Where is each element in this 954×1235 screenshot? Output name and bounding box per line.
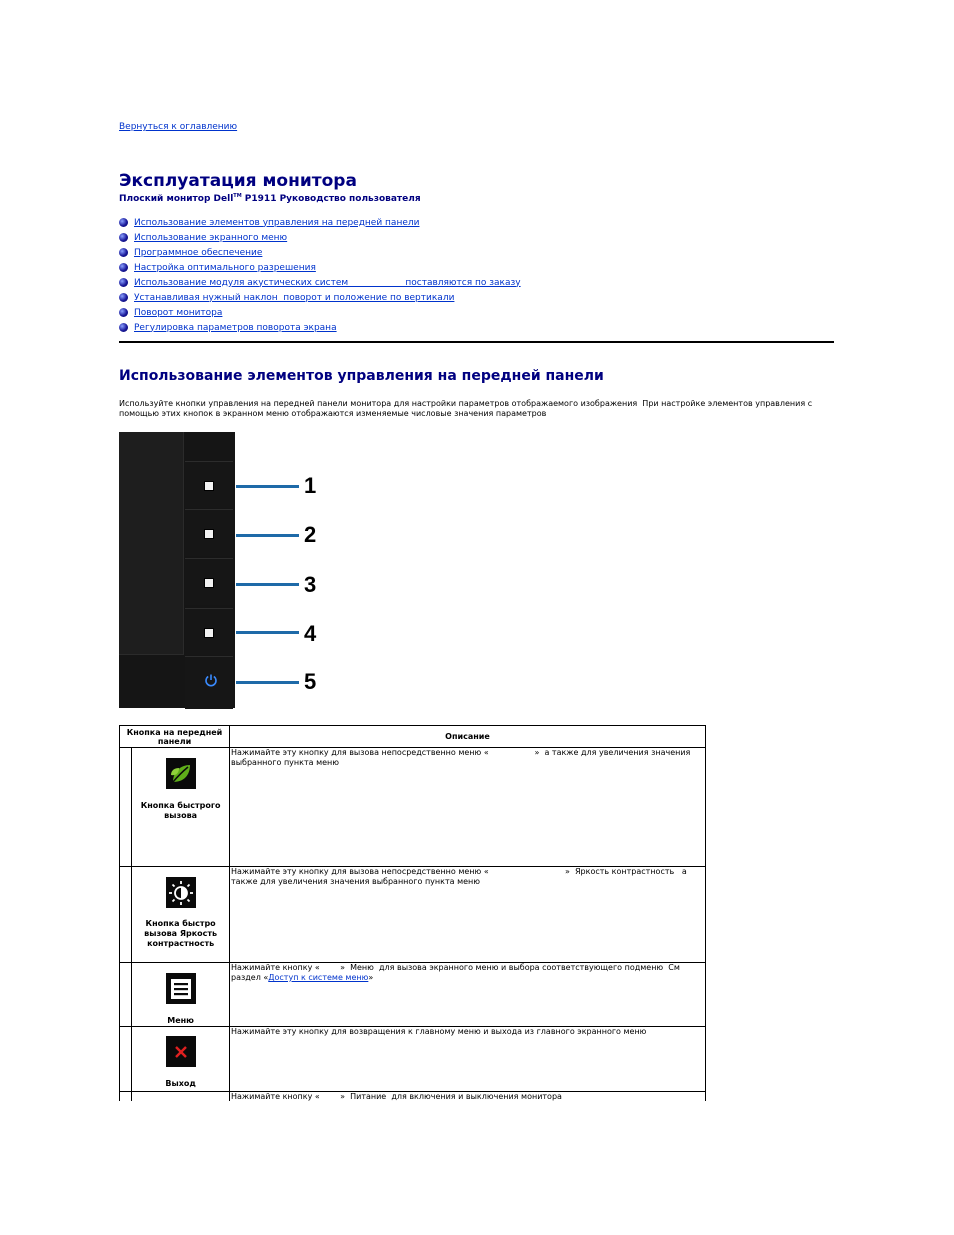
bullet-icon [119, 308, 128, 317]
callout-number-1: 1 [304, 473, 317, 498]
callout-line-4 [236, 631, 299, 634]
description-cell: Нажимайте эту кнопку для возвращения к главному меню и выхода из главного экранного меню [230, 1027, 706, 1092]
trademark-sup: TM [233, 193, 242, 199]
toc-link-osd[interactable]: Использование экранного меню [134, 232, 288, 243]
bullet-icon [119, 218, 128, 227]
column-header-button: Кнопка на передней панели [120, 726, 230, 748]
bullet-icon [119, 263, 128, 272]
icon-cell [132, 1027, 230, 1092]
bullet-icon [119, 323, 128, 332]
bullet-icon [119, 278, 128, 287]
row-gutter [120, 1027, 132, 1092]
subtitle-prefix: Плоский монитор Dell [119, 194, 234, 204]
toc-item [119, 230, 521, 245]
callout-line-1 [236, 485, 299, 488]
section-title: Использование элементов управления на передней панели [119, 368, 604, 384]
description-cell: Нажимайте эту кнопку для вызова непосредственно меню « » Яркость контрастность а также для увеличения значения выбранного пункта меню [230, 867, 706, 963]
toc-item [119, 260, 521, 275]
menu-desc-text: Нажимайте кнопку « » Меню для вызова экранного меню и выбора соответствующего подменю См раздел « [231, 963, 685, 982]
callout-number-4: 4 [304, 621, 317, 646]
table-header-row [120, 726, 706, 748]
column-header-description: Описание [230, 726, 706, 748]
button-label: Кнопка быстрого вызова [140, 801, 221, 820]
toc-link-rotate[interactable]: Поворот монитора [134, 307, 223, 318]
panel-button-5 [185, 656, 233, 709]
button-label: Кнопка быстро вызова Яркость контрастность [144, 919, 218, 948]
front-panel-illustration [119, 432, 235, 708]
brightness-contrast-icon [166, 877, 196, 908]
toc-link-tilt-swivel[interactable]: Устанавливая нужный наклон поворот и положение по вертикали [134, 292, 455, 303]
button-square-icon [204, 578, 214, 588]
menu-desc-tail: » [368, 973, 374, 982]
toc-item [119, 215, 521, 230]
button-square-icon [204, 481, 214, 491]
table-row [120, 867, 706, 963]
description-cell: Нажимайте кнопку « » Питание для включения и выключения монитора [230, 1092, 706, 1134]
toc-link-software[interactable]: Программное обеспечение [134, 247, 263, 258]
table-row [120, 963, 706, 1027]
bullet-icon [119, 248, 128, 257]
toc-link-front-panel[interactable]: Использование элементов управления на передней панели [134, 217, 420, 228]
description-cell [230, 963, 706, 1027]
toc-item [119, 245, 521, 260]
section-intro: Используйте кнопки управления на передней панели монитора для настройки параметров отображаемого изображения При настройке элементов управления с помощью этих кнопок в экранном меню отображаются изменяемые числовые значения параметров [119, 399, 815, 418]
icon-cell [132, 963, 230, 1027]
subtitle-suffix: P1911 Руководство пользователя [241, 194, 421, 204]
screen-bezel [119, 432, 184, 655]
bullet-icon [119, 233, 128, 242]
exit-icon [166, 1036, 196, 1067]
table-row [120, 1027, 706, 1092]
callout-number-3: 3 [304, 572, 317, 597]
toc-item [119, 320, 521, 335]
page-bottom-margin [0, 1101, 954, 1235]
toc-item [119, 275, 521, 290]
row-gutter [120, 963, 132, 1027]
callout-number-2: 2 [304, 522, 317, 547]
callout-line-3 [236, 583, 299, 586]
osd-access-link[interactable]: Доступ к системе меню [268, 973, 369, 982]
bullet-icon [119, 293, 128, 302]
toc-link-soundbar[interactable]: Использование модуля акустических систем поставляются по заказу [134, 277, 521, 288]
description-cell: Нажимайте эту кнопку для вызова непосредственно меню « » а также для увеличения значения выбранного пункта меню [230, 748, 706, 867]
callout-line-5 [236, 681, 299, 684]
button-square-icon [204, 628, 214, 638]
leaf-icon [166, 758, 196, 789]
icon-cell [132, 748, 230, 867]
section-divider [119, 341, 834, 343]
button-label: Меню [167, 1016, 194, 1025]
row-gutter [120, 748, 132, 867]
menu-icon [166, 973, 196, 1004]
panel-button-3 [185, 558, 233, 605]
icon-cell [132, 867, 230, 963]
front-panel-controls-table [119, 725, 706, 1134]
toc-item [119, 290, 521, 305]
table-row [120, 748, 706, 867]
back-to-contents-link[interactable]: Вернуться к оглавлению [119, 122, 238, 132]
panel-button-4 [185, 608, 233, 655]
callout-number-5: 5 [304, 669, 317, 694]
panel-button-2 [185, 509, 233, 556]
callout-line-2 [236, 534, 299, 537]
toc-link-rotation-settings[interactable]: Регулировка параметров поворота экрана [134, 322, 337, 333]
page-title: Эксплуатация монитора [119, 171, 357, 191]
button-square-icon [204, 529, 214, 539]
power-led-icon [204, 673, 218, 687]
table-of-contents [119, 215, 521, 335]
panel-button-1 [185, 461, 233, 508]
toc-link-resolution[interactable]: Настройка оптимального разрешения [134, 262, 316, 273]
row-gutter [120, 867, 132, 963]
toc-item [119, 305, 521, 320]
button-label: Выход [165, 1079, 196, 1088]
page-subtitle [119, 193, 421, 204]
